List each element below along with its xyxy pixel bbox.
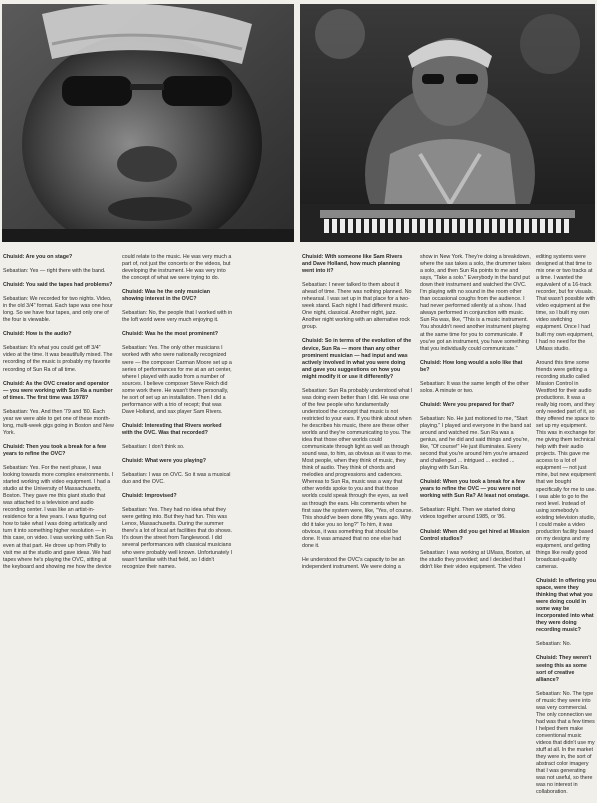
- interview-question: Chuisid: Was he the most prominent?: [122, 331, 218, 338]
- interview-answer: Sebastian: It's what you could get off 3/4" video at the time. It was beautifully mixed. The recording of the music is probably my favorite recording of Sun Ra of all time.: [3, 345, 113, 373]
- interview-question: Chuisid: As the OVC creator and operator — you were working with Sun Ra a number of times. The first time was 1978?: [3, 380, 113, 401]
- text-column-2: [122, 254, 233, 578]
- interview-answer: Sebastian: Yes. They had no idea what they were getting into. But they had fun. This was Lenox, Massachusetts. During the summer there's a lot of local art facilities that do shows. It's down the street from Tanglewood. I did several performances with classical musicians who were probably well known. Unfortunately I wasn't familiar with that field, so I didn't recognize their names.: [122, 507, 233, 570]
- interview-question: Chuisid: Was he the only musician showing interest in the OVC?: [122, 289, 210, 303]
- interview-answer: Sebastian: I was working at UMass, Boston, at the studio they provided; and I decided that I didn't like their video equipment. The video: [420, 549, 531, 570]
- interview-answer: Sebastian: It was the same length of the other solos. A minute or two.: [420, 380, 529, 394]
- interview-question: Chuisid: They weren't seeing this as some sort of creative alliance?: [536, 655, 592, 683]
- photo-musician-portrait: [2, 4, 294, 242]
- interview-answer: show in New York. They're doing a breakdown, where the sax takes a solo, the drummer takes a solo, and then Sun Ra points to me and says, "Take a solo." Everybody in the band put down their instrument and watched the OVC. I'm playing with no sound in the room other than occasional coughs from the audience. I had never performed silently at a show. I had always performed in conjunction with music. Sun Ra was, like, "This is a music instrument. You shouldn't need another instrument playing at the same time for you to communicate. If you've got an instrument, you have something that you individually could communicate.": [420, 254, 531, 352]
- interview-answer: Sebastian: No, the people that I worked with in the loft world were very much enjoying it.: [122, 310, 233, 324]
- interview-answer: Sebastian: Yes — right there with the band.: [3, 268, 106, 275]
- interview-question: Chuisid: Then you took a break for a few years to refine the OVC?: [3, 443, 107, 457]
- interview-question: Chuisid: When you took a break for a few years to refine the OVC — you were not working with Sun Ra? At least not onstage.: [420, 479, 530, 500]
- text-column-1: [3, 254, 114, 578]
- text-column-5: [536, 254, 596, 803]
- text-column-4: [420, 254, 531, 578]
- interview-question: Chuisid: You said the tapes had problems?: [3, 282, 113, 289]
- interview-question: Chuisid: In offering you space, were they thinking that what you were doing could in some way be incorporated into what they were doing recording music?: [536, 578, 596, 634]
- interview-answer: Sebastian: I don't think so.: [122, 443, 185, 450]
- text-column-3: [302, 254, 413, 578]
- interview-question: Chuisid: Improvised?: [122, 493, 177, 500]
- interview-question: Chuisid: So in terms of the evolution of the device, Sun Ra — more than any other prominent musician — had input and was actively involved in what you were doing and gave you suggestions on how you might modify it or use it differently?: [302, 338, 412, 380]
- interview-answer: editing systems were designed at that time to mix one or two tracks at a time. I wanted the equivalent of a 16-track recorder, but for visuals. That wasn't possible with video equipment at the time, so I built my own video switching equipment. Once I had built my own equipment, I had no need for the UMass studio.: [536, 254, 596, 352]
- interview-question: Chuisid: Were you prepared for that?: [420, 401, 515, 408]
- interview-question: Chuisid: Interesting that Rivers worked with the OVC. Was that recorded?: [122, 422, 222, 436]
- interview-answer: He understood the OVC's capacity to be an independent instrument. We were doing a: [302, 556, 405, 570]
- interview-answer: Sebastian: Right. Then we started doing videos together around 1985, or '86.: [420, 507, 515, 521]
- interview-question: Chuisid: How is the audio?: [3, 331, 72, 338]
- interview-answer: Around this time some friends were getting a recording studio called Mission Control in Westford for their audio productions. It was a really big room, and they only needed part of it, so they offered me space to set up my equipment. This was in exchange for me giving them technical help with their audio projects. This gave me access to a lot of equipment — not just mine, but new equipment that we bought specifically for me to use. I was able to go to the next level. Instead of using somebody's existing television studio, I could make a video production facility based on my designs and my equipment, and getting things like really good broadcast-quality cameras.: [536, 359, 596, 571]
- interview-question: Chuisid: How long would a solo like that be?: [420, 359, 523, 373]
- photo-musician-onstage: [300, 4, 595, 242]
- interview-answer: Sebastian: I never talked to them about it ahead of time. There was nothing planned. No rehearsal. I was set up in that place for a two-week stand. Each night I had different music. One night, classical. Another night, jazz. Another night working with an alternative rock group.: [302, 282, 412, 331]
- interview-answer: Sebastian: Sun Ra probably understood what I was doing even better than I did. He was one of the few people who fundamentally understood the concept that music is not restricted to your ears. If you think about when he describes his music, there are these other worlds and they're communicating to you. The idea that those other worlds could communicate through light as well as through sound was, to him, as obvious as it was to me. Most people, when they think of music, they think of audio. They think of chords and melodies and progressions and cadences. Whereas to Sun Ra, music was a way that other worlds spoke to you and that those worlds could speak through the eyes, as well as through the ears. His comments when he first saw the system were, like, "Yes, of course. This should've been done fifty years ago. Why did it take you so long?" To him, it was obvious, it was something that should be done. It was amazed that no one else had done it.: [302, 387, 413, 549]
- interview-answer: Sebastian: Yes. For the next phase, I was looking towards more complex environments. I started working with video equipment. I had a studio at the University of Massachusetts, Boston. They gave me this giant studio that was attached to a television and audio recording center. I was like an artist-in-residence for a few years. I was figuring out how to take what I was doing artistically and turn it into something higher resolution — in this case, on video. I was working with Sun Ra even at that part. He drove up from Philly to visit me at the studio and gave ideas. We had tapes where he's playing the OVC, sitting at the keyboard and showing me how the device: [3, 464, 114, 570]
- interview-answer: Sebastian: Yes. The only other musicians I worked with who were nationally recognized were — the composer Carman Moore set up a series of performances for me at an art center, where I played with audio from a number of sources. I believe composer Steve Reich did some work there. He wasn't there personally, he sort of set up an installation. Then I did a performance with a trio of recept; that was Dave Holland, and sax player Sam Rivers.: [122, 345, 232, 415]
- interview-question: Chuisid: With someone like Sam Rivers and Dave Holland, how much planning went into it?: [302, 254, 403, 275]
- interview-answer: Sebastian: Yes. And then '79 and '80. Each year we were able to get one of these month-long, multi-week gigs going in Boston and New York.: [3, 408, 114, 436]
- interview-question: Chuisid: What were you playing?: [122, 458, 207, 465]
- interview-answer: could relate to the music. He was very much a part of, not just the concerts or the videos, but developing the instrument. He was very into the concept of what we were trying to do.: [122, 254, 232, 282]
- interview-answer: Sebastian: No.: [536, 641, 572, 648]
- interview-answer: Sebastian: We recorded for two nights. Video, in the old 3/4" format. Each tape was one hour long. So we have four tapes, and only one of the four is viewable.: [3, 296, 113, 324]
- interview-answer: Sebastian: I was on OVC. So it was a musical duo and the OVC.: [122, 472, 231, 486]
- interview-answer: Sebastian: No. The type of music they were into was very commercial. The only connection we had was that a few times I helped them make conventional music videos that didn't use my stuff at all. In the market they were in, the sort of abstract color imagery that I was generating was not useful, so there was no interest in collaboration.: [536, 690, 595, 796]
- interview-answer: Sebastian: No. He just motioned to me, "Start playing." I played and everyone in the band sat around and watched me. Sun Ra was a genius, and he did and said things and you're, like, "Of course!" He just illuminates. Every second that you're around him you're amazed and challenged ... intrigued ... excited ... playing with Sun Ra.: [420, 415, 531, 472]
- interview-question: Chuisid: Are you on stage?: [3, 254, 73, 260]
- interview-question: Chuisid: When did you get hired at Mission Control studios?: [420, 528, 530, 542]
